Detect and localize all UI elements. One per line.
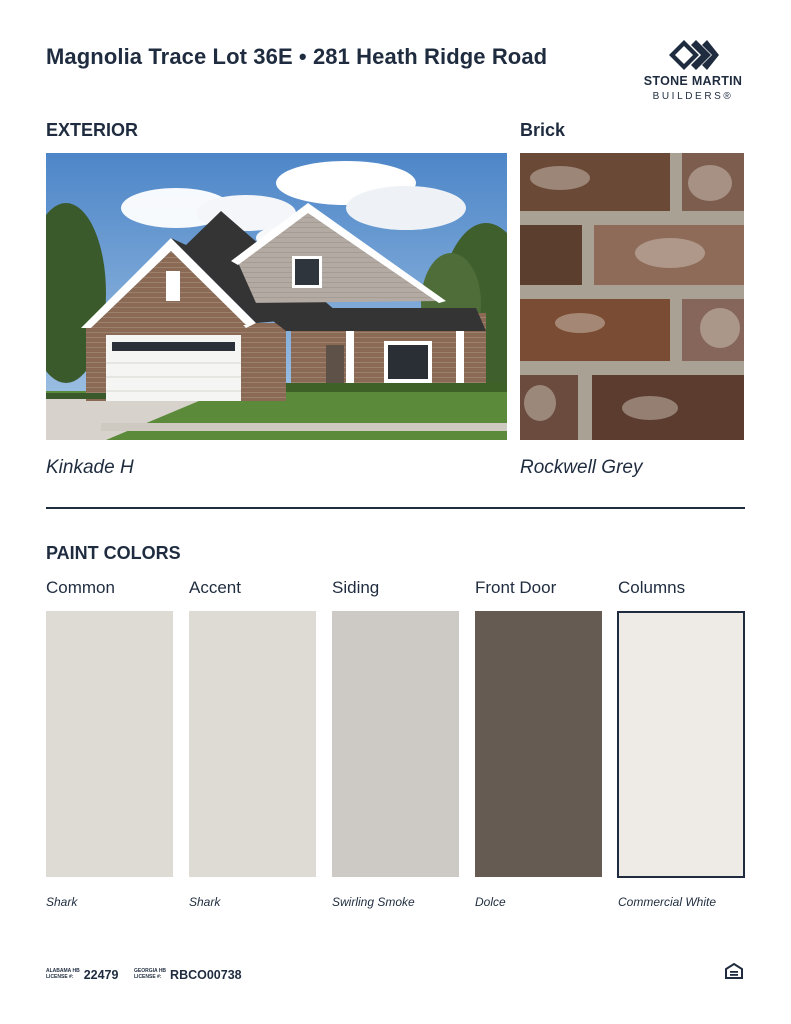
georgia-license-number: RBCO00738 bbox=[170, 967, 242, 982]
exterior-rendering-image bbox=[46, 153, 507, 440]
swatch-name-common: Shark bbox=[46, 895, 78, 909]
georgia-license-caption bbox=[134, 969, 166, 980]
paint-colors-heading: PAINT COLORS bbox=[46, 543, 181, 563]
georgia-caption-line1: GEORGIA HB bbox=[134, 968, 167, 975]
logo-text-secondary: BUILDERS® bbox=[652, 91, 734, 102]
logo-text-primary: STONE MARTIN bbox=[643, 74, 743, 88]
swatch-label-common: Common bbox=[46, 578, 115, 597]
alabama-license bbox=[46, 966, 118, 984]
swatch-name-columns: Commercial White bbox=[618, 895, 717, 909]
swatch-label-siding: Siding bbox=[332, 578, 380, 597]
swatch-label-columns: Columns bbox=[618, 578, 686, 597]
alabama-caption-line1: ALABAMA HB bbox=[46, 968, 80, 975]
swatch-label-accent: Accent bbox=[189, 578, 241, 597]
section-divider bbox=[46, 507, 745, 509]
georgia-caption-line2: LICENSE #: bbox=[134, 973, 162, 980]
exterior-heading: EXTERIOR bbox=[46, 120, 139, 140]
brick-heading: Brick bbox=[520, 120, 566, 140]
swatch-name-front-door: Dolce bbox=[475, 895, 506, 909]
swatch-label-front-door: Front Door bbox=[475, 578, 557, 597]
plan-name: Kinkade H bbox=[46, 457, 134, 478]
alabama-license-caption bbox=[46, 969, 80, 980]
swatch-name-siding: Swirling Smoke bbox=[332, 895, 415, 909]
alabama-license-number: 22479 bbox=[83, 967, 119, 982]
stone-martin-logo bbox=[638, 40, 748, 106]
swatch-accent bbox=[189, 611, 316, 877]
page-title: Magnolia Trace Lot 36E • 281 Heath Ridge Road bbox=[46, 44, 548, 69]
brick-swatch-image bbox=[520, 153, 744, 440]
equal-housing-icon bbox=[725, 963, 743, 979]
swatch-columns bbox=[617, 611, 745, 878]
brick-name: Rockwell Grey bbox=[520, 457, 643, 478]
swatch-name-accent: Shark bbox=[189, 895, 221, 909]
swatch-common bbox=[46, 611, 173, 877]
alabama-caption-line2: LICENSE #: bbox=[46, 973, 74, 980]
georgia-license bbox=[134, 966, 242, 984]
logo-chevron-icon bbox=[667, 40, 719, 70]
swatch-front-door bbox=[475, 611, 602, 877]
swatch-siding bbox=[332, 611, 459, 877]
